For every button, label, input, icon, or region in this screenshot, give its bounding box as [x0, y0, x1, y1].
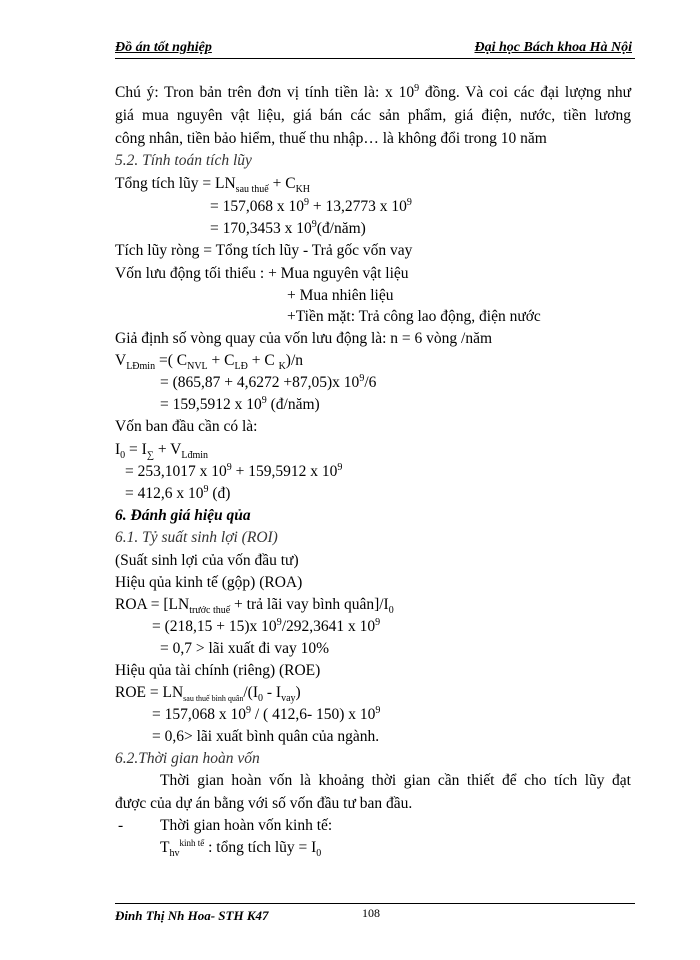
formula-roa-step-2: = 0,7 > lãi xuất đi vay 10%	[160, 640, 330, 657]
section-5-2-heading: 5.2. Tính toán tích lũy	[115, 152, 252, 169]
formula-roe-step-1: = 157,068 x $10^9$ / ( 412,6- 150) x $10^9$	[152, 704, 381, 723]
formula-i0: $I_0 = I_\sum + V_{Lđmin}$	[115, 441, 209, 462]
suat-sinh-loi: (Suất sinh lợi của vốn đầu tư)	[115, 552, 299, 569]
formula-vld-min: $V_{LĐmin}$ =( $C_{NVL} + C_{LĐ} + C$ $_K$)/n	[115, 352, 304, 373]
formula-tich-luy-step-2: = 170,3453 x $10^9(đ/năm)$	[210, 218, 366, 237]
header-rule	[115, 58, 635, 59]
tich-luy-rong: Tích lũy ròng = Tổng tích lũy - Trả gốc vốn vay	[115, 242, 413, 259]
von-ban-dau: Vốn ban đầu cần có là:	[115, 418, 258, 435]
paragraph-hoan-von-1: Thời gian hoàn vốn là khoảng thời gian cần thiết để cho tích lũy đạt	[160, 772, 631, 789]
formula-tich-luy-step-1: = 157,068 x $10^9 + 13,2773$ x $10^9$	[210, 196, 412, 215]
formula-roa: ROA = [$LN_{trước thuế}$ + trả lãi vay bình $quân]/I_0$	[115, 596, 394, 617]
formula-thv: $T_{hv}^{kinh tế}$ : tổng tích lũy = $I_0$	[160, 837, 322, 860]
footer-author: Đinh Thị Nh Hoa- STH K47	[115, 908, 269, 923]
section-6-1-heading: 6.1. Tỷ suất sinh lợi (ROI)	[115, 529, 278, 546]
note-line-3: công nhân, tiền bảo hiểm, thuế thu nhập… là không đổi trong 10 năm	[115, 130, 547, 147]
hieu-qua-kinh-te: Hiệu qủa kinh tế (gộp) (ROA)	[115, 574, 303, 591]
formula-roe-step-2: = 0,6> lãi xuất bình quân của ngành.	[152, 728, 380, 745]
formula-i0-step-1: = 253,1017 x $10^9 + 159,5912$ x $10^9$	[125, 461, 343, 480]
thoi-gian-hoan-von-kinh-te: Thời gian hoàn vốn kinh tế:	[160, 817, 333, 834]
formula-roe: ROE = $LN_{sau thuế bình quân}/(I_0 - I_{vay})$	[115, 684, 301, 705]
note-line-2: giá mua nguyên vật liệu, giá bán các sản phẩm, giá điện, nước, tiền lương	[115, 107, 631, 124]
section-6-heading: 6. Đánh giá hiệu qủa	[115, 507, 251, 524]
page-number: 108	[362, 906, 380, 920]
bullet-dash: -	[118, 817, 124, 834]
header-right: Đại học Bách khoa Hà Nội	[474, 40, 632, 55]
von-luu-dong-3: +Tiền mặt: Trả công lao động, điện nước	[287, 308, 541, 325]
section-6-2-heading: 6.2.Thời gian hoàn vốn	[115, 750, 260, 767]
hieu-qua-tai-chinh: Hiệu qủa tài chính (riêng) (ROE)	[115, 662, 321, 679]
footer-rule	[115, 903, 635, 904]
formula-i0-step-2: = 412,6 x $10^9$ (đ)	[125, 483, 231, 502]
von-luu-dong-2: + Mua nhiên liệu	[287, 287, 394, 304]
formula-roa-step-1: = (218,15 + 15)x $10^9/292,3641$ x $10^9$	[152, 616, 381, 635]
formula-vld-step-2: = 159,5912 x $10^9$ (đ/năm)	[160, 394, 320, 413]
von-luu-dong-1: Vốn lưu động tối thiểu : + Mua nguyên vật liệu	[115, 265, 409, 282]
note-line-1: Chú ý: Tron bản trên đơn vị tính tiền là: x $10^9$ đồng. Và coi các đại lượng như	[115, 82, 632, 101]
gia-dinh-vong-quay: Giả định số vòng quay của vốn lưu động là: n = 6 vòng /năm	[115, 330, 493, 347]
formula-tong-tich-luy: Tổng tích lũy = $LN_{sau thuế} + C_{KH}$	[115, 175, 311, 196]
header-left: Đồ án tốt nghiệp	[115, 40, 212, 55]
formula-vld-step-1: = (865,87 + 4,6272 +87,05)x $10^9/6$	[160, 372, 377, 391]
paragraph-hoan-von-2: được của dự án bằng với số vốn đầu tư ban đầu.	[115, 795, 413, 812]
